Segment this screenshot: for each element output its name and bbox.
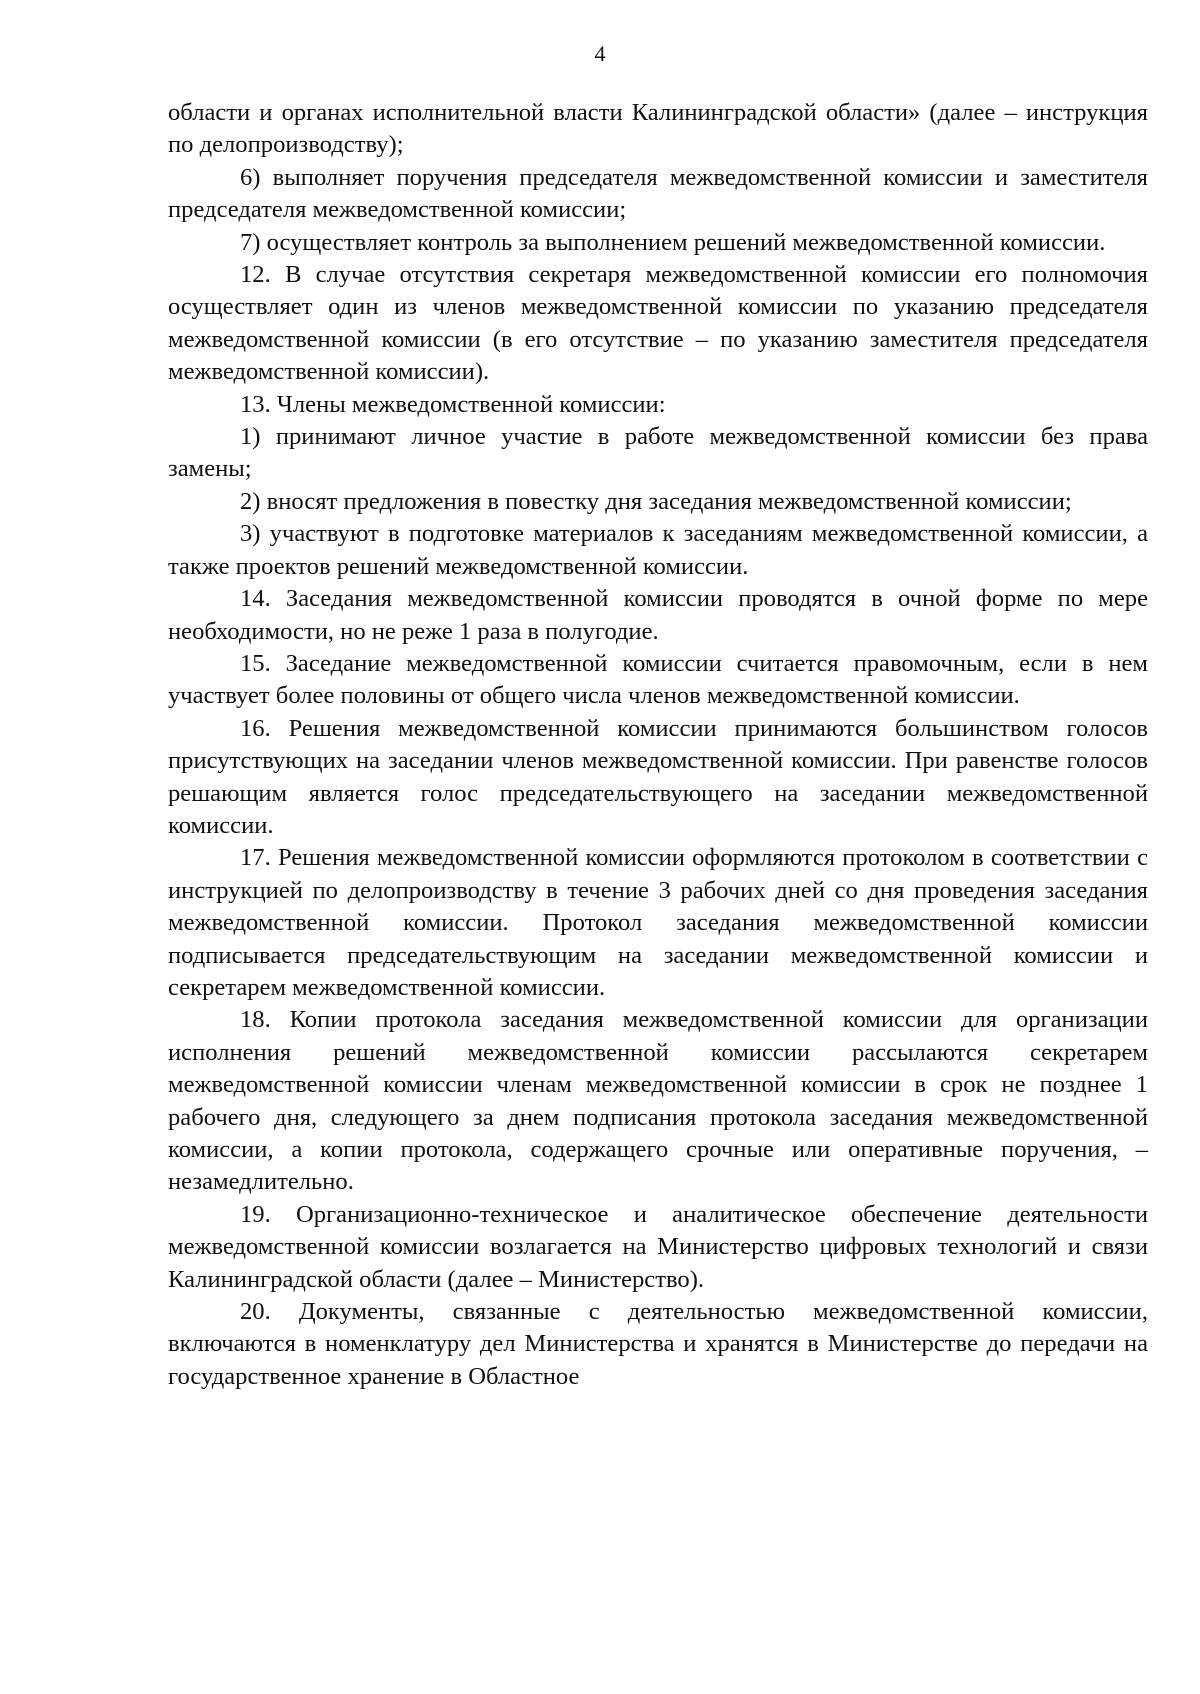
page-number: 4 xyxy=(594,41,606,66)
paragraph: 17. Решения межведомственной комиссии оформляются протоколом в соответствии с инструкцией по делопроизводству в течение 3 рабочих дней со дня проведения заседания межведомственной комиссии. Протокол заседания межведомственной комиссии подписывается председательствующим на заседании межведомственной комиссии и секретарем межведомственной комиссии. xyxy=(168,844,1148,1001)
paragraph: области и органах исполнительной власти Калининградской области» (далее – инструкция по делопроизводству); xyxy=(168,99,1148,159)
paragraph: 19. Организационно-техническое и аналитическое обеспечение деятельности межведомственной комиссии возлагается на Министерство цифровых технологий и связи Калининградской области (далее – Министерство). xyxy=(168,1200,1148,1293)
paragraph: 14. Заседания межведомственной комиссии проводятся в очной форме по мере необходимости, но не реже 1 раза в полугодие. xyxy=(168,585,1148,645)
paragraph: 6) выполняет поручения председателя межведомственной комиссии и заместителя председателя межведомственной комиссии; xyxy=(168,163,1148,224)
paragraph: 15. Заседание межведомственной комиссии считается правомочным, если в нем участвует более половины от общего числа членов межведомственной комиссии. xyxy=(168,649,1148,710)
paragraph: 13. Члены межведомственной комиссии: xyxy=(240,390,666,418)
paragraph: 2) вносят предложения в повестку дня заседания межведомственной комиссии; xyxy=(240,487,1072,515)
paragraph: 16. Решения межведомственной комиссии принимаются большинством голосов присутствующих на заседании членов межведомственной комиссии. При равенстве голосов решающим является голос председательствующего на заседании межведомственной комиссии. xyxy=(168,714,1148,839)
paragraph: 18. Копии протокола заседания межведомственной комиссии для организации исполнения решений межведомственной комиссии рассылаются секретарем межведомственной комиссии членам межведомственной комиссии в срок не позднее 1 рабочего дня, следующего за днем подписания протокола заседания межведомственной комиссии, а копии протокола, содержащего срочные или оперативные поручения, – незамедлительно. xyxy=(168,1006,1148,1196)
paragraph: 20. Документы, связанные с деятельностью межведомственной комиссии, включаются в номенклатуру дел Министерства и хранятся в Министерстве до передачи на государственное хранение в Областное xyxy=(168,1298,1148,1390)
paragraph: 7) осуществляет контроль за выполнением решений межведомственной комиссии. xyxy=(240,228,1106,256)
paragraph: 12. В случае отсутствия секретаря межведомственной комиссии его полномочия осуществляет один из членов межведомственной комиссии по указанию председателя межведомственной комиссии (в его отсутствие – по указанию заместителя председателя межведомственной комиссии). xyxy=(168,261,1148,386)
document-body xyxy=(168,97,1148,1393)
paragraph: 1) принимают личное участие в работе межведомственной комиссии без права замены; xyxy=(168,423,1148,483)
paragraph: 3) участвуют в подготовке материалов к заседаниям межведомственной комиссии, а также проектов решений межведомственной комиссии. xyxy=(168,520,1148,580)
